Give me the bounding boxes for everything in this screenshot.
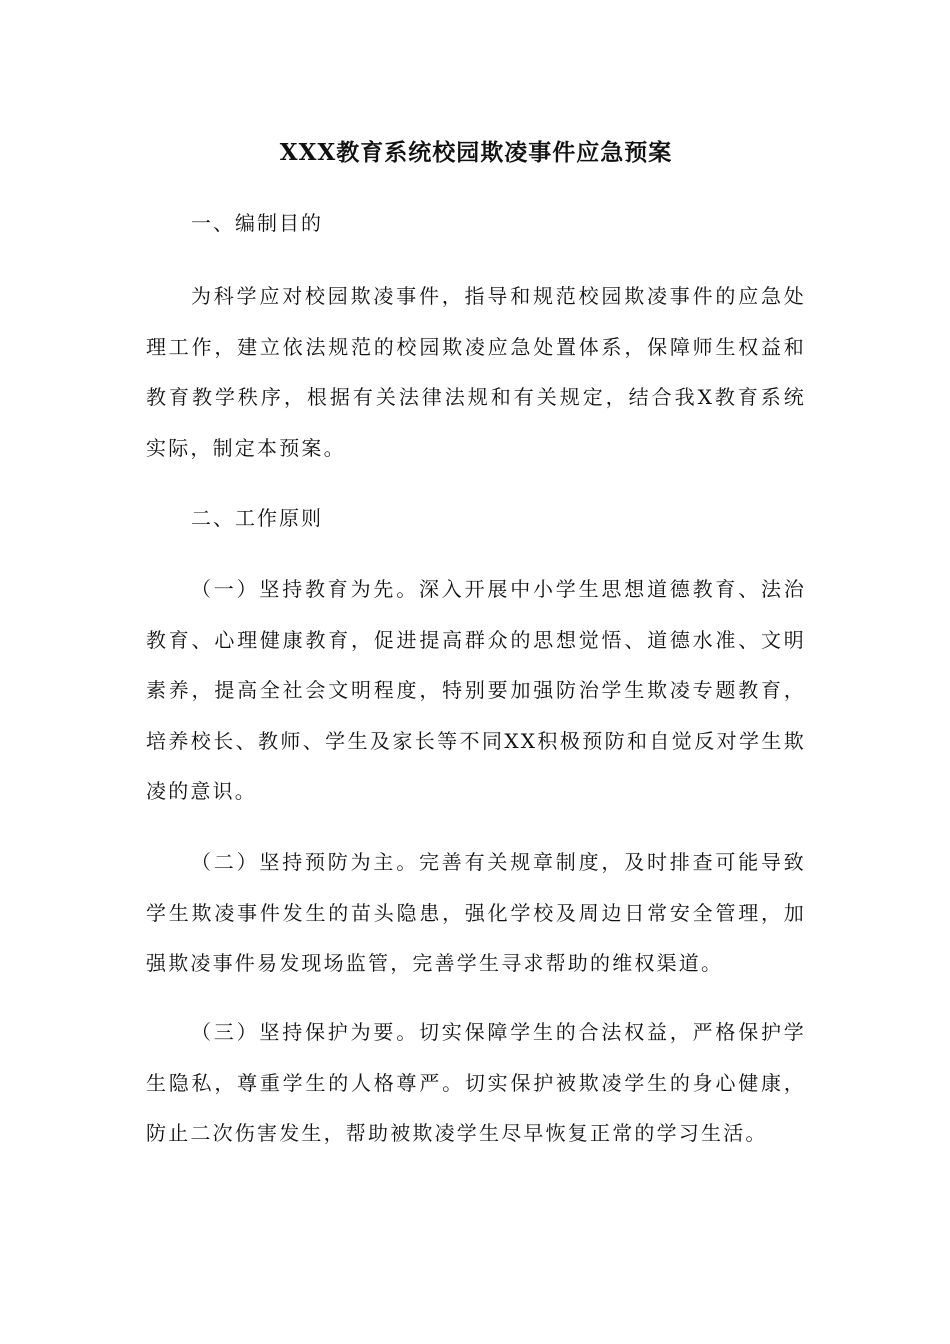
paragraph-principle-protection: （三）坚持保护为要。切实保障学生的合法权益，严格保护学生隐私，尊重学生的人格尊严。切实保护被欺凌学生的身心健康，防止二次伤害发生，帮助被欺凌学生尽早恢复正常的学习生活。 bbox=[146, 1020, 806, 1145]
section-heading-principles: 二、工作原则 bbox=[191, 506, 323, 530]
paragraph-principle-education: （一）坚持教育为先。深入开展中小学生思想道德教育、法治教育、心理健康教育，促进提高群众的思想觉悟、道德水准、文明素养，提高全社会文明程度，特别要加强防治学生欺凌专题教育，培养校长、教师、学生及家长等不同XX积极预防和自觉反对学生欺凌的意识。 bbox=[146, 577, 806, 803]
document-title: XXX教育系统校园欺凌事件应急预案 bbox=[279, 139, 673, 166]
section-heading-purpose: 一、编制目的 bbox=[191, 211, 323, 235]
paragraph-purpose: 为科学应对校园欺凌事件，指导和规范校园欺凌事件的应急处理工作，建立依法规范的校园欺凌应急处置体系，保障师生权益和教育教学秩序，根据有关法律法规和有关规定，结合我X教育系统实际，制定本预案。 bbox=[146, 284, 806, 460]
paragraph-principle-prevention: （二）坚持预防为主。完善有关规章制度，及时排查可能导致学生欺凌事件发生的苗头隐患，强化学校及周边日常安全管理，加强欺凌事件易发现场监管，完善学生寻求帮助的维权渠道。 bbox=[146, 850, 806, 975]
